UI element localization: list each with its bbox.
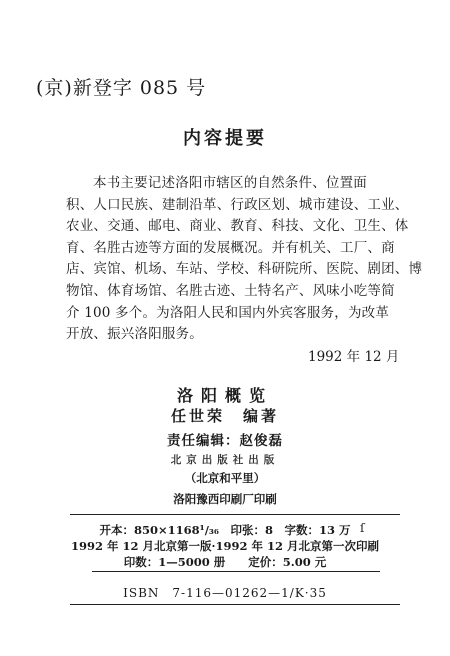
summary-heading: 内容提要 (183, 128, 267, 149)
format-line: 开本：850×1168¹/₃₆ 印张：8 字数：13 万 (99, 523, 351, 537)
divider-bottom (70, 604, 400, 605)
summary-line: 积、人口民族、建制沿革、行政区划、城市建设、工业、 (66, 196, 409, 213)
summary-date: 1992 年 12 月 (308, 349, 400, 365)
responsible-editor: 责任编辑：赵俊磊 (167, 433, 283, 449)
summary-line: 育、名胜古迹等方面的发展概况。并有机关、工厂、商 (66, 239, 395, 256)
summary-line: 农业、交通、邮电、商业、教育、科技、文化、卫生、体 (66, 218, 409, 235)
isbn: ISBN 7-116—01262—1/K·35 (123, 586, 327, 600)
book-title: 洛阳概览 (176, 386, 273, 405)
summary-line: 物馆、体育场馆、名胜古迹、土特名产、风味小吃等简 (66, 282, 395, 299)
divider-top (70, 514, 400, 515)
publisher-address: （北京和平里） (184, 471, 266, 485)
summary-line: 介 100 多个。为洛阳人民和国内外宾客服务，为改革 (66, 304, 390, 321)
book-author: 任世荣 编著 (170, 407, 279, 425)
stray-mark: ſ (360, 521, 365, 535)
edition-line: 1992 年 12 月北京第一版·1992 年 12 月北京第一次印刷 (70, 539, 380, 553)
publisher: 北京出版社出版 (170, 454, 280, 466)
summary-line: 开放、振兴洛阳服务。 (66, 326, 203, 343)
registration-number: (京)新登字 085 号 (36, 77, 207, 99)
print-run-price-line: 印数：1—5000 册 定价：5.00 元 (123, 555, 327, 569)
summary-body (66, 173, 423, 346)
summary-line: 店、宾馆、机场、车站、学校、科研院所、医院、剧团、博 (66, 261, 423, 278)
divider-middle (92, 571, 380, 572)
printer: 洛阳豫西印刷厂印刷 (173, 492, 277, 506)
summary-line: 本书主要记述洛阳市辖区的自然条件、位置面 (93, 175, 367, 191)
